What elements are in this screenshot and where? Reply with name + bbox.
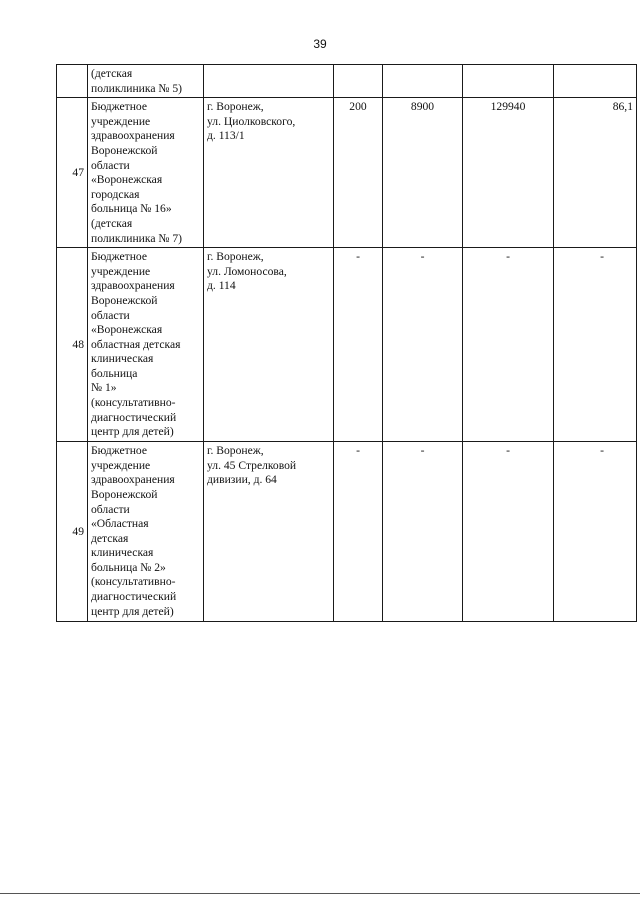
value-cell-2: - xyxy=(383,442,463,622)
row-number-cell: 48 xyxy=(57,248,88,442)
value-cell-1 xyxy=(334,65,383,98)
address-cell: г. Воронеж, ул. Ломоносова, д. 114 xyxy=(204,248,334,442)
institutions-table xyxy=(56,64,637,622)
value-cell-2: - xyxy=(383,248,463,442)
institution-name-cell: Бюджетное учреждение здравоохранения Воронежской области «Областная детская клиническая больница № 2» (консультативно- диагностический центр для детей) xyxy=(88,442,204,622)
value-cell-1: - xyxy=(334,248,383,442)
table-row xyxy=(57,98,637,248)
institution-name-cell: Бюджетное учреждение здравоохранения Воронежской области «Воронежская областная детская клиническая больница № 1» (консультативно- диагностический центр для детей) xyxy=(88,248,204,442)
value-cell-2: 8900 xyxy=(383,98,463,248)
table-row-continued xyxy=(57,65,637,98)
value-cell-3: - xyxy=(463,442,554,622)
footer-rule xyxy=(0,893,640,894)
table-row xyxy=(57,248,637,442)
table-row xyxy=(57,442,637,622)
value-cell-3: - xyxy=(463,248,554,442)
value-cell-4 xyxy=(554,65,637,98)
row-number-cell: 49 xyxy=(57,442,88,622)
row-number-cell xyxy=(57,65,88,98)
value-cell-4: - xyxy=(554,248,637,442)
institution-name-cell: Бюджетное учреждение здравоохранения Воронежской области «Воронежская городская больница № 16» (детская поликлиника № 7) xyxy=(88,98,204,248)
value-cell-3: 129940 xyxy=(463,98,554,248)
address-cell: г. Воронеж, ул. 45 Стрелковой дивизии, д. 64 xyxy=(204,442,334,622)
value-cell-2 xyxy=(383,65,463,98)
row-number-cell: 47 xyxy=(57,98,88,248)
value-cell-4: 86,1 xyxy=(554,98,637,248)
value-cell-1: 200 xyxy=(334,98,383,248)
address-cell xyxy=(204,65,334,98)
page-number: 39 xyxy=(313,37,327,51)
address-cell: г. Воронеж, ул. Циолковского, д. 113/1 xyxy=(204,98,334,248)
value-cell-4: - xyxy=(554,442,637,622)
value-cell-1: - xyxy=(334,442,383,622)
value-cell-3 xyxy=(463,65,554,98)
institution-name-cell: (детская поликлиника № 5) xyxy=(88,65,204,98)
